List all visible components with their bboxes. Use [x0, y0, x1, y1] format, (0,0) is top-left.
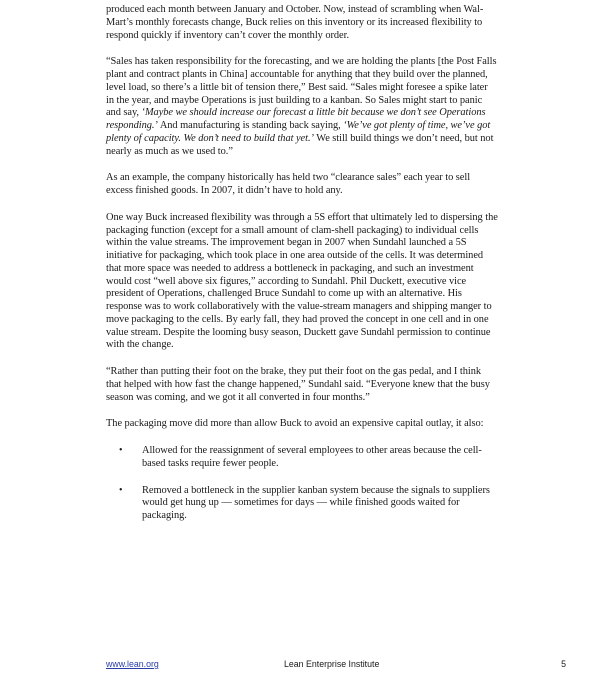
bullet-list [106, 445, 498, 523]
paragraph-4: One way Buck increased flexibility was through a 5S effort that ultimately led to dispersing the packaging function (except for a small amount of clam-shell packaging) to individual cells within the value streams. The improvement began in 2007 when Sundahl launched a 5S initiative for packaging, which took place in one area outside of the cells. It was determined that more space was needed to address a bottleneck in packaging, and such an investment would cost “well above six figures,” according to Sundahl. Phil Duckett, executive vice president of Operations, challenged Bruce Sundahl to come up with an alternative. His response was to work collaboratively with the value-stream managers and shipping manger to move packaging to the cells. By early fall, they had proved the concept in one cell and in one value stream. Despite the looming busy season, Duckett gave Sundahl permission to continue with the change. [106, 211, 498, 351]
paragraph-6: The packaging move did more than allow Buck to avoid an expensive capital outlay, it also: [106, 418, 484, 430]
list-item [106, 445, 498, 471]
bullet-icon: • [119, 445, 123, 456]
page-number: 5 [561, 659, 566, 669]
paragraph-1: produced each month between January and October. Now, instead of scrambling when Wal-Mart’s monthly forecasts change, Buck relies on this inventory or its increased flexibility to respond quickly if inventory can’t cover the monthly order. [106, 4, 484, 41]
paragraph-5-quote: “Rather than putting their foot on the brake, they put their foot on the gas pedal, and I think that helped with how fast the change happened,” Sundahl said. “Everyone knew that the busy season was coming, and we got it all converted in four months.” [106, 366, 490, 403]
list-item [106, 485, 498, 523]
quote-italic: ‘We’ve got plenty of time, we’ve got plenty of capacity. We don’t need to build that yet.’ [106, 120, 491, 144]
footer-website-link[interactable]: www.lean.org [106, 659, 159, 669]
page-footer [106, 659, 566, 673]
quote-text: And manufacturing is standing back saying, [157, 120, 344, 131]
body-text [106, 4, 498, 537]
footer-organization: Lean Enterprise Institute [284, 659, 380, 669]
quote-text: “Sales has taken responsibility for the forecasting, and we are holding the plants [the Post Falls plant and contract plants in China] accountable for anything that they build over the planned, level load, so there’s a little bit of tension there,” Best said. “Sales might foresee a spike later in the year, and maybe Operations is just building to a kanban. So Sales might start to panic and say, [106, 56, 497, 119]
list-item-text: Allowed for the reassignment of several employees to other areas because the cell-based tasks require fewer people. [142, 445, 482, 469]
quote-italic: ‘Maybe we should increase our forecast a little bit because we don’t see Operations responding.’ [106, 107, 486, 131]
list-item-text: Removed a bottleneck in the supplier kanban system because the signals to suppliers would get hung up — sometimes for days — while finished goods waited for packaging. [142, 484, 490, 521]
paragraph-3: As an example, the company historically has held two “clearance sales” each year to sell excess finished goods. In 2007, it didn’t have to hold any. [106, 172, 471, 196]
quote-text: We still build things we don’t need, but not nearly as much as we used to.” [106, 132, 494, 157]
paragraph-2-quote [106, 56, 498, 158]
bullet-icon: • [119, 484, 123, 496]
